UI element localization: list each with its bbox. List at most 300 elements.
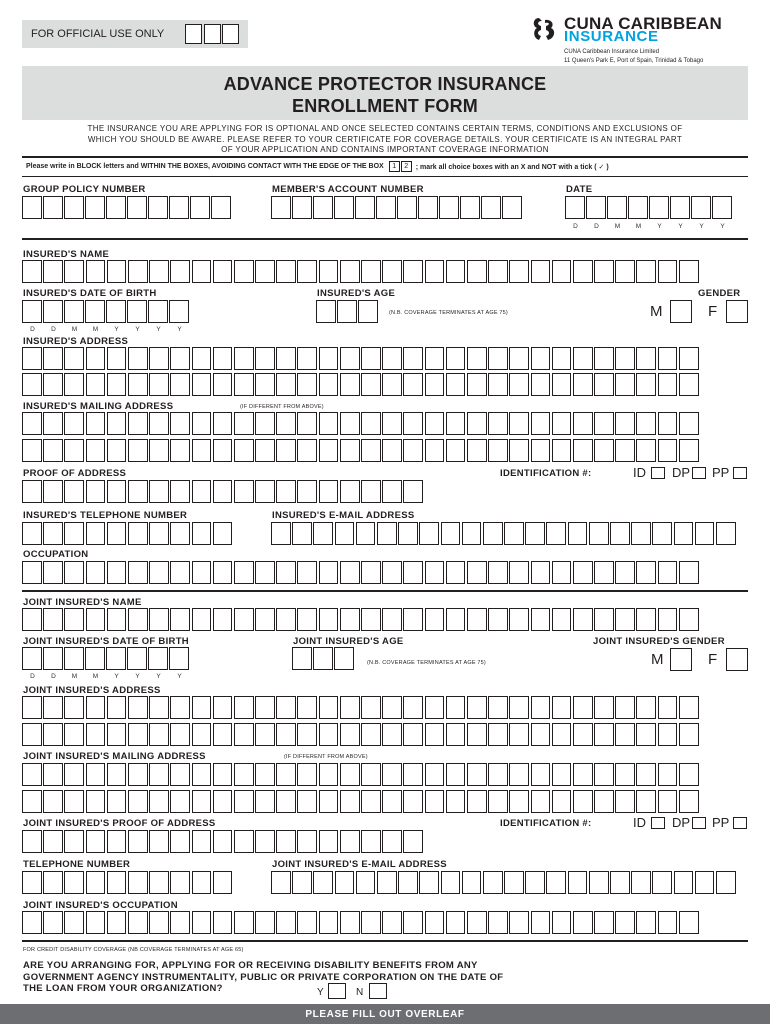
char-box[interactable]: [481, 196, 501, 219]
char-box[interactable]: [573, 439, 593, 462]
char-box[interactable]: [22, 911, 42, 934]
char-box[interactable]: [361, 830, 381, 853]
char-box[interactable]: [86, 412, 106, 435]
char-box[interactable]: [679, 763, 699, 786]
char-box[interactable]: [192, 763, 212, 786]
char-box[interactable]: [594, 439, 614, 462]
char-box[interactable]: [192, 790, 212, 813]
char-box[interactable]: [213, 763, 233, 786]
char-box[interactable]: [403, 790, 423, 813]
char-box[interactable]: [85, 647, 105, 670]
char-box[interactable]: [170, 763, 190, 786]
char-box[interactable]: [589, 522, 609, 545]
char-box[interactable]: [631, 522, 651, 545]
char-box[interactable]: [679, 723, 699, 746]
char-box[interactable]: [573, 790, 593, 813]
char-box[interactable]: [43, 561, 63, 584]
char-box[interactable]: [149, 522, 169, 545]
char-box[interactable]: [86, 763, 106, 786]
char-box[interactable]: [234, 439, 254, 462]
char-box[interactable]: [22, 347, 42, 370]
char-box[interactable]: [340, 911, 360, 934]
char-box[interactable]: [276, 763, 296, 786]
char-box[interactable]: [636, 911, 656, 934]
char-box[interactable]: [213, 790, 233, 813]
char-box[interactable]: [128, 723, 148, 746]
char-box[interactable]: [22, 561, 42, 584]
char-box[interactable]: [573, 696, 593, 719]
char-box[interactable]: [276, 696, 296, 719]
char-box[interactable]: [340, 696, 360, 719]
char-box[interactable]: [509, 347, 529, 370]
char-box[interactable]: [128, 871, 148, 894]
char-box[interactable]: [170, 480, 190, 503]
char-box[interactable]: [439, 196, 459, 219]
char-box[interactable]: [292, 647, 312, 670]
char-box[interactable]: [695, 522, 715, 545]
char-box[interactable]: [403, 373, 423, 396]
char-box[interactable]: [170, 911, 190, 934]
char-box[interactable]: [234, 763, 254, 786]
char-box[interactable]: [340, 723, 360, 746]
char-box[interactable]: [128, 373, 148, 396]
char-box[interactable]: [297, 347, 317, 370]
char-box[interactable]: [615, 373, 635, 396]
char-box[interactable]: [107, 373, 127, 396]
char-box[interactable]: [86, 696, 106, 719]
char-box[interactable]: [234, 480, 254, 503]
char-box[interactable]: [64, 412, 84, 435]
char-box[interactable]: [334, 196, 354, 219]
char-box[interactable]: [85, 300, 105, 323]
char-box[interactable]: [446, 608, 466, 631]
char-box[interactable]: [22, 196, 42, 219]
char-box[interactable]: [86, 480, 106, 503]
char-box[interactable]: [403, 763, 423, 786]
char-box[interactable]: [106, 647, 126, 670]
char-box[interactable]: [64, 763, 84, 786]
char-box[interactable]: [22, 373, 42, 396]
char-box[interactable]: [64, 373, 84, 396]
char-box[interactable]: [488, 260, 508, 283]
char-box[interactable]: [192, 412, 212, 435]
char-box[interactable]: [107, 561, 127, 584]
char-box[interactable]: [594, 723, 614, 746]
char-box[interactable]: [565, 196, 585, 219]
char-box[interactable]: [43, 412, 63, 435]
char-box[interactable]: [382, 412, 402, 435]
char-box[interactable]: [636, 439, 656, 462]
char-box[interactable]: [679, 347, 699, 370]
char-box[interactable]: [398, 522, 418, 545]
char-box[interactable]: [340, 790, 360, 813]
char-box[interactable]: [149, 911, 169, 934]
char-box[interactable]: [679, 373, 699, 396]
char-box[interactable]: [425, 608, 445, 631]
char-box[interactable]: [234, 260, 254, 283]
char-box[interactable]: [64, 723, 84, 746]
char-box[interactable]: [446, 790, 466, 813]
char-box[interactable]: [297, 412, 317, 435]
char-box[interactable]: [488, 439, 508, 462]
char-box[interactable]: [107, 723, 127, 746]
char-box[interactable]: [636, 723, 656, 746]
char-box[interactable]: [213, 911, 233, 934]
char-box[interactable]: [552, 790, 572, 813]
char-box[interactable]: [255, 260, 275, 283]
char-box[interactable]: [589, 871, 609, 894]
char-box[interactable]: [169, 647, 189, 670]
char-box[interactable]: [22, 696, 42, 719]
char-box[interactable]: [361, 911, 381, 934]
char-box[interactable]: [488, 608, 508, 631]
char-box[interactable]: [319, 412, 339, 435]
char-box[interactable]: [43, 647, 63, 670]
char-box[interactable]: [271, 196, 291, 219]
char-box[interactable]: [382, 790, 402, 813]
char-box[interactable]: [615, 412, 635, 435]
char-box[interactable]: [169, 300, 189, 323]
char-box[interactable]: [425, 911, 445, 934]
char-box[interactable]: [531, 911, 551, 934]
char-box[interactable]: [271, 522, 291, 545]
char-box[interactable]: [460, 196, 480, 219]
char-box[interactable]: [22, 300, 42, 323]
char-box[interactable]: [488, 347, 508, 370]
char-box[interactable]: [674, 522, 694, 545]
char-box[interactable]: [425, 790, 445, 813]
char-box[interactable]: [170, 522, 190, 545]
char-box[interactable]: [382, 439, 402, 462]
char-box[interactable]: [531, 373, 551, 396]
char-box[interactable]: [356, 871, 376, 894]
char-box[interactable]: [679, 439, 699, 462]
char-box[interactable]: [340, 830, 360, 853]
char-box[interactable]: [64, 608, 84, 631]
char-box[interactable]: [128, 412, 148, 435]
char-box[interactable]: [573, 911, 593, 934]
char-box[interactable]: [192, 911, 212, 934]
char-box[interactable]: [107, 696, 127, 719]
char-box[interactable]: [615, 911, 635, 934]
char-box[interactable]: [170, 561, 190, 584]
char-box[interactable]: [382, 608, 402, 631]
char-box[interactable]: [425, 412, 445, 435]
char-box[interactable]: [679, 790, 699, 813]
char-box[interactable]: [319, 480, 339, 503]
char-box[interactable]: [297, 911, 317, 934]
char-box[interactable]: [552, 696, 572, 719]
char-box[interactable]: [127, 196, 147, 219]
char-box[interactable]: [418, 196, 438, 219]
char-box[interactable]: [297, 260, 317, 283]
char-box[interactable]: [128, 608, 148, 631]
char-box[interactable]: [22, 522, 42, 545]
char-box[interactable]: [170, 608, 190, 631]
char-box[interactable]: [192, 260, 212, 283]
char-box[interactable]: [234, 696, 254, 719]
char-box[interactable]: [573, 260, 593, 283]
char-box[interactable]: [170, 347, 190, 370]
char-box[interactable]: [649, 196, 669, 219]
char-box[interactable]: [22, 439, 42, 462]
char-box[interactable]: [43, 830, 63, 853]
char-box[interactable]: [64, 260, 84, 283]
char-box[interactable]: [403, 696, 423, 719]
char-box[interactable]: [467, 763, 487, 786]
char-box[interactable]: [531, 439, 551, 462]
char-box[interactable]: [636, 561, 656, 584]
char-box[interactable]: [276, 260, 296, 283]
char-box[interactable]: [128, 696, 148, 719]
char-box[interactable]: [86, 830, 106, 853]
char-box[interactable]: [361, 561, 381, 584]
char-box[interactable]: [382, 696, 402, 719]
char-box[interactable]: [552, 608, 572, 631]
char-box[interactable]: [149, 439, 169, 462]
char-box[interactable]: [568, 522, 588, 545]
char-box[interactable]: [658, 608, 678, 631]
char-box[interactable]: [615, 608, 635, 631]
char-box[interactable]: [128, 439, 148, 462]
char-box[interactable]: [276, 561, 296, 584]
char-box[interactable]: [192, 608, 212, 631]
char-box[interactable]: [467, 439, 487, 462]
char-box[interactable]: [337, 300, 357, 323]
char-box[interactable]: [552, 347, 572, 370]
char-box[interactable]: [297, 608, 317, 631]
char-box[interactable]: [297, 561, 317, 584]
char-box[interactable]: [234, 790, 254, 813]
char-box[interactable]: [552, 911, 572, 934]
char-box[interactable]: [43, 790, 63, 813]
char-box[interactable]: [297, 723, 317, 746]
char-box[interactable]: [340, 412, 360, 435]
char-box[interactable]: [552, 561, 572, 584]
char-box[interactable]: [467, 608, 487, 631]
char-box[interactable]: [594, 373, 614, 396]
char-box[interactable]: [234, 830, 254, 853]
char-box[interactable]: [255, 830, 275, 853]
char-box[interactable]: [403, 480, 423, 503]
char-box[interactable]: [107, 347, 127, 370]
char-box[interactable]: [509, 790, 529, 813]
char-box[interactable]: [573, 373, 593, 396]
char-box[interactable]: [211, 196, 231, 219]
char-box[interactable]: [255, 763, 275, 786]
char-box[interactable]: [382, 763, 402, 786]
char-box[interactable]: [652, 522, 672, 545]
char-box[interactable]: [691, 196, 711, 219]
char-box[interactable]: [586, 196, 606, 219]
char-box[interactable]: [361, 480, 381, 503]
char-box[interactable]: [64, 830, 84, 853]
char-box[interactable]: [107, 260, 127, 283]
char-box[interactable]: [297, 763, 317, 786]
char-box[interactable]: [502, 196, 522, 219]
char-box[interactable]: [22, 763, 42, 786]
char-box[interactable]: [86, 608, 106, 631]
char-box[interactable]: [22, 260, 42, 283]
char-box[interactable]: [319, 790, 339, 813]
char-box[interactable]: [446, 439, 466, 462]
char-box[interactable]: [234, 347, 254, 370]
char-box[interactable]: [234, 911, 254, 934]
char-box[interactable]: [127, 300, 147, 323]
char-box[interactable]: [170, 373, 190, 396]
char-box[interactable]: [255, 911, 275, 934]
char-box[interactable]: [462, 871, 482, 894]
char-box[interactable]: [340, 260, 360, 283]
char-box[interactable]: [271, 871, 291, 894]
joint-male-checkbox[interactable]: [670, 648, 692, 671]
char-box[interactable]: [170, 871, 190, 894]
id-checkbox[interactable]: [651, 467, 665, 479]
char-box[interactable]: [398, 871, 418, 894]
char-box[interactable]: [276, 723, 296, 746]
char-box[interactable]: [234, 723, 254, 746]
char-box[interactable]: [403, 911, 423, 934]
char-box[interactable]: [276, 911, 296, 934]
char-box[interactable]: [467, 412, 487, 435]
char-box[interactable]: [43, 347, 63, 370]
char-box[interactable]: [22, 790, 42, 813]
char-box[interactable]: [670, 196, 690, 219]
char-box[interactable]: [509, 763, 529, 786]
char-box[interactable]: [636, 608, 656, 631]
char-box[interactable]: [403, 830, 423, 853]
char-box[interactable]: [425, 561, 445, 584]
char-box[interactable]: [276, 412, 296, 435]
char-box[interactable]: [128, 830, 148, 853]
char-box[interactable]: [64, 300, 84, 323]
char-box[interactable]: [213, 522, 233, 545]
char-box[interactable]: [22, 608, 42, 631]
char-box[interactable]: [64, 871, 84, 894]
char-box[interactable]: [213, 723, 233, 746]
char-box[interactable]: [419, 871, 439, 894]
char-box[interactable]: [43, 439, 63, 462]
char-box[interactable]: [573, 561, 593, 584]
char-box[interactable]: [340, 763, 360, 786]
official-box[interactable]: [185, 24, 202, 44]
char-box[interactable]: [297, 373, 317, 396]
char-box[interactable]: [573, 608, 593, 631]
char-box[interactable]: [22, 480, 42, 503]
char-box[interactable]: [425, 696, 445, 719]
char-box[interactable]: [382, 480, 402, 503]
char-box[interactable]: [594, 561, 614, 584]
char-box[interactable]: [509, 561, 529, 584]
char-box[interactable]: [446, 373, 466, 396]
char-box[interactable]: [446, 763, 466, 786]
char-box[interactable]: [631, 871, 651, 894]
char-box[interactable]: [170, 696, 190, 719]
char-box[interactable]: [86, 347, 106, 370]
char-box[interactable]: [615, 347, 635, 370]
char-box[interactable]: [255, 480, 275, 503]
char-box[interactable]: [446, 260, 466, 283]
char-box[interactable]: [213, 439, 233, 462]
char-box[interactable]: [107, 830, 127, 853]
char-box[interactable]: [319, 608, 339, 631]
char-box[interactable]: [483, 871, 503, 894]
char-box[interactable]: [531, 696, 551, 719]
char-box[interactable]: [43, 871, 63, 894]
char-box[interactable]: [128, 763, 148, 786]
char-box[interactable]: [712, 196, 732, 219]
char-box[interactable]: [403, 608, 423, 631]
char-box[interactable]: [552, 723, 572, 746]
char-box[interactable]: [255, 412, 275, 435]
char-box[interactable]: [192, 373, 212, 396]
char-box[interactable]: [169, 196, 189, 219]
char-box[interactable]: [488, 373, 508, 396]
char-box[interactable]: [488, 790, 508, 813]
char-box[interactable]: [382, 260, 402, 283]
char-box[interactable]: [525, 522, 545, 545]
char-box[interactable]: [615, 696, 635, 719]
char-box[interactable]: [213, 412, 233, 435]
char-box[interactable]: [43, 696, 63, 719]
char-box[interactable]: [361, 373, 381, 396]
char-box[interactable]: [594, 696, 614, 719]
char-box[interactable]: [615, 790, 635, 813]
char-box[interactable]: [361, 412, 381, 435]
char-box[interactable]: [446, 412, 466, 435]
char-box[interactable]: [276, 347, 296, 370]
char-box[interactable]: [446, 561, 466, 584]
char-box[interactable]: [86, 439, 106, 462]
char-box[interactable]: [107, 790, 127, 813]
char-box[interactable]: [467, 911, 487, 934]
char-box[interactable]: [488, 412, 508, 435]
char-box[interactable]: [64, 911, 84, 934]
char-box[interactable]: [419, 522, 439, 545]
char-box[interactable]: [64, 790, 84, 813]
char-box[interactable]: [658, 696, 678, 719]
char-box[interactable]: [43, 260, 63, 283]
char-box[interactable]: [382, 373, 402, 396]
char-box[interactable]: [658, 439, 678, 462]
char-box[interactable]: [85, 196, 105, 219]
char-box[interactable]: [170, 790, 190, 813]
char-box[interactable]: [340, 439, 360, 462]
char-box[interactable]: [106, 300, 126, 323]
char-box[interactable]: [425, 723, 445, 746]
char-box[interactable]: [488, 911, 508, 934]
char-box[interactable]: [149, 480, 169, 503]
char-box[interactable]: [509, 412, 529, 435]
char-box[interactable]: [340, 347, 360, 370]
no-checkbox[interactable]: [369, 983, 387, 999]
char-box[interactable]: [128, 790, 148, 813]
char-box[interactable]: [531, 790, 551, 813]
char-box[interactable]: [128, 522, 148, 545]
char-box[interactable]: [255, 723, 275, 746]
char-box[interactable]: [658, 790, 678, 813]
char-box[interactable]: [636, 763, 656, 786]
char-box[interactable]: [170, 830, 190, 853]
char-box[interactable]: [377, 522, 397, 545]
char-box[interactable]: [615, 723, 635, 746]
char-box[interactable]: [358, 300, 378, 323]
char-box[interactable]: [297, 830, 317, 853]
char-box[interactable]: [128, 480, 148, 503]
char-box[interactable]: [170, 412, 190, 435]
char-box[interactable]: [86, 522, 106, 545]
char-box[interactable]: [361, 723, 381, 746]
